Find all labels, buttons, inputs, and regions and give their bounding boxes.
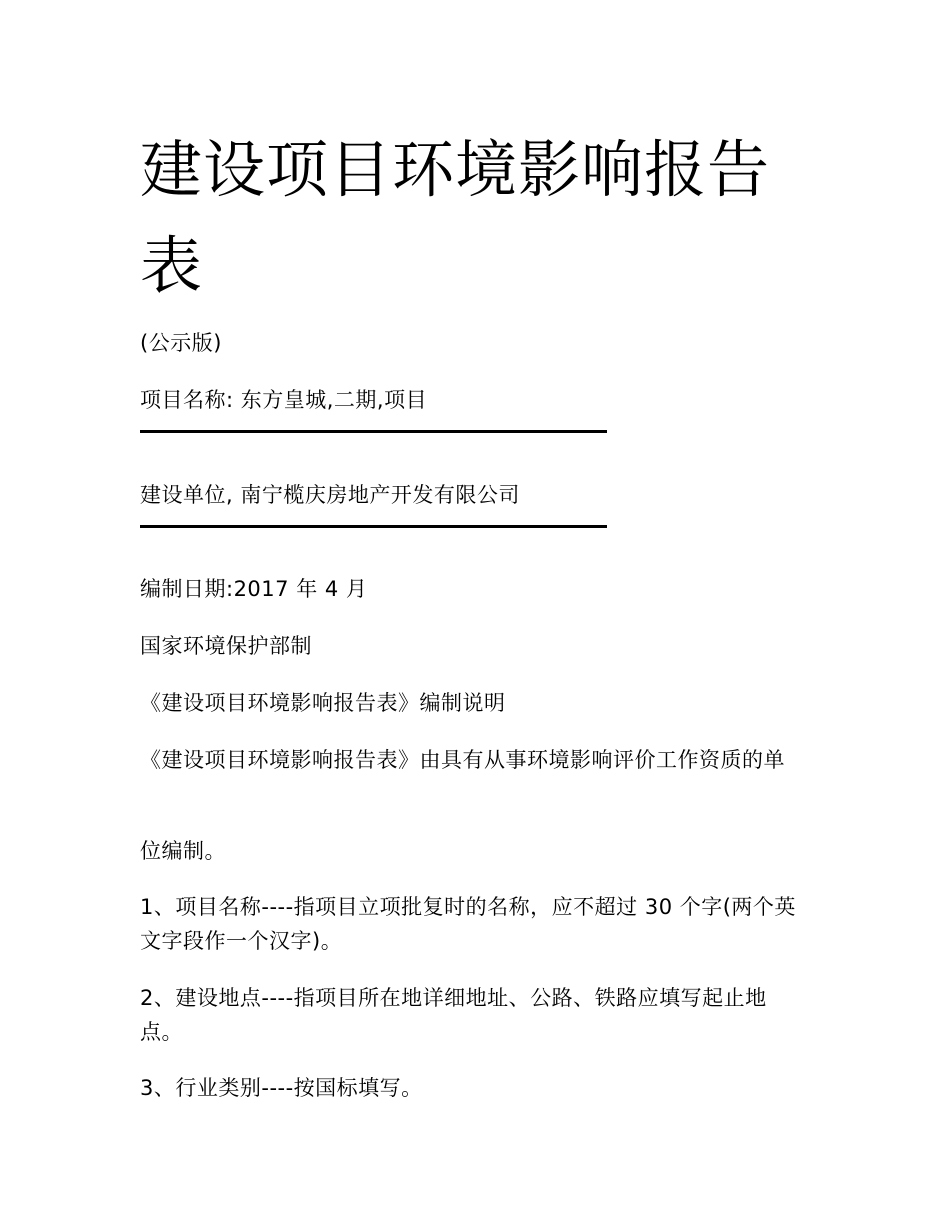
- project-name-underline: [140, 430, 607, 433]
- document-page: [140, 0, 820, 1230]
- document-title: 建设项目环境影响报告表: [140, 133, 771, 302]
- instruction-item-1: 1、项目名称----指项目立项批复时的名称，应不超过 30 个字(两个英文字段作一个汉字)。: [140, 895, 796, 953]
- instructions-paragraph: 《建设项目环境影响报告表》由具有从事环境影响评价工作资质的单: [140, 748, 785, 772]
- instructions-heading: 《建设项目环境影响报告表》编制说明: [140, 691, 506, 715]
- instruction-item-2: 2、建设地点----指项目所在地详细地址、公路、铁路应填写起止地点。: [140, 986, 767, 1044]
- builder-field: 建设单位, 南宁榄庆房地产开发有限公司: [140, 483, 520, 507]
- instructions-paragraph-continued: 位编制。: [140, 839, 226, 863]
- issuer-label: 国家环境保护部制: [140, 634, 312, 658]
- edition-label: (公示版): [140, 331, 222, 355]
- project-name-field: 项目名称: 东方皇城,二期,项目: [140, 388, 428, 412]
- date-field: 编制日期:2017 年 4 月: [140, 577, 368, 601]
- instruction-item-3: 3、行业类别----按国标填写。: [140, 1076, 423, 1100]
- builder-underline: [140, 525, 607, 528]
